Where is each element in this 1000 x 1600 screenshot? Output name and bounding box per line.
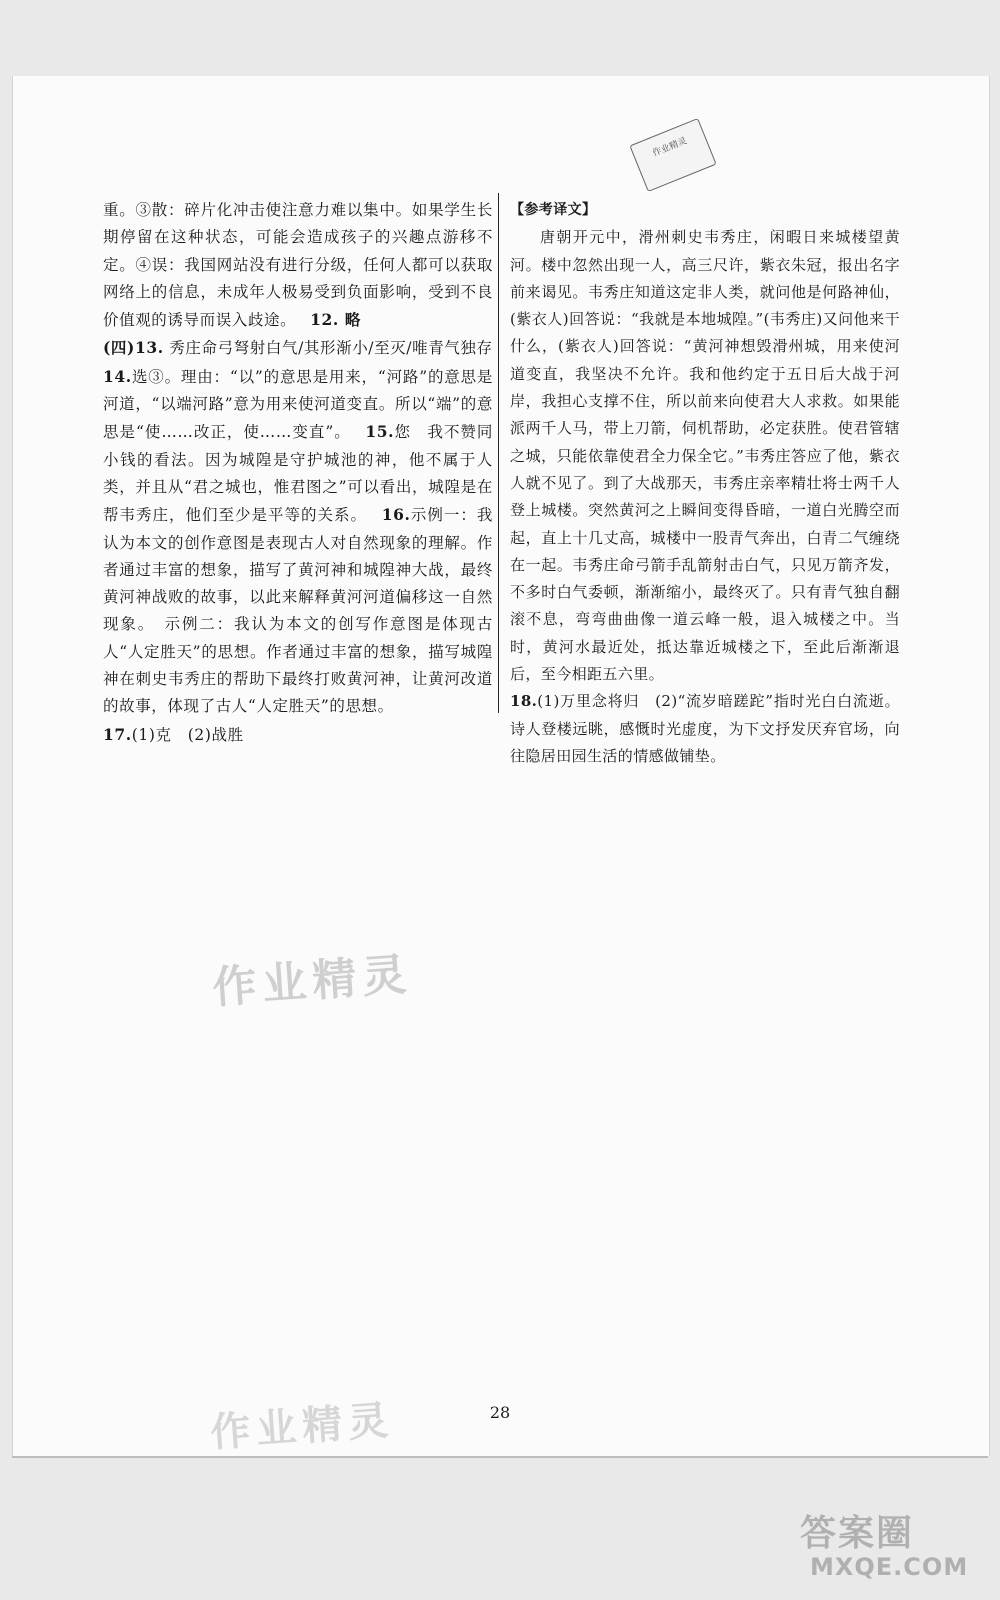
translation-text: 唐朝开元中，滑州刺史韦秀庄，闲暇日来城楼望黄河。楼中忽然出现一人，高三尺许，紫衣朱冠，报出名字前来谒见。韦秀庄知道这定非人类，就问他是何路神仙，(紫衣人)回答说：“我就是本地城隍。”(韦秀庄)又问他来干什么，(紫衣人)回答说：“黄河神想毁滑州城，用来使河道变直，我坚决不允许。我和他约定于五日后大战于河岸，我担心支撑不住，所以前来向使君大人求救。如果能派两千人马，带上刀箭，伺机帮助，必定获胜。使君管辖之城，只能依靠使君全力保全它。”韦秀庄答应了他，紫衣人就不见了。到了大战那天，韦秀庄亲率精壮将士两千人登上城楼。突然黄河之上瞬间变得昏暗，一道白光腾空而起，直上十几丈高，城楼中一股青气奔出，白青二气缠绕在一起。韦秀庄命弓箭手乱箭射击白气，只见万箭齐发，不多时白气委顿，渐渐缩小，最终灭了。只有青气独自翻滚不息，弯弯曲曲像一道云峰一般，退入城楼之中。当时，黄河水最近处，抵达靠近城楼之下，至此后渐渐退后，至今相距五六里。 — [510, 228, 900, 684]
column-divider — [498, 193, 499, 713]
site-logo — [800, 1505, 990, 1585]
left-column — [103, 197, 493, 749]
answer-14-16: 14.选③。理由：“以”的意思是用来，“河路”的意思是河道，“以端河路”意为用来使河道变直。所以“端”的意思是“使……改正，使……变直”。 15.您 我不赞同小钱的看法。因为城隍是守护城池的神，他不属于人类，并且从“君之城也，惟君图之”可以看出，城隍是在帮韦秀庄，他们至少是平等的关系。 16.示例一：我认为本文的创作意图是表现古人对自然现象的理解。作者通过丰富的想象，描写了黄河神和城隍神大战，最终黄河神战败的故事，以此来解释黄河河道偏移这一自然现象。 示例二：我认为本文的创写作意图是体现古人“人定胜天”的思想。作者通过丰富的想象，描写城隍神在刺史韦秀庄的帮助下最终打败黄河神，让黄河改道的故事，体现了古人“人定胜天”的思想。 — [103, 366, 493, 716]
answer-paragraph-1: 重。③散：碎片化冲击使注意力难以集中。如果学生长期停留在这种状态，可能会造成孩子的兴趣点游移不定。④误：我国网站没有进行分级，任何人都可以获取网络上的信息，未成年人极易受到负面影响，受到不良价值观的诱导而误入歧途。 12. 略 — [103, 201, 493, 330]
answer-17: 17.(1)克 (2)战胜 — [103, 724, 244, 744]
site-logo-title: 答案圈 — [800, 1513, 915, 1554]
translation-title: 【参考译文】 — [510, 202, 597, 218]
watermark-logo: 作业精灵 — [210, 949, 414, 1014]
watermark-logo-bottom: 作业精灵 — [208, 1397, 396, 1457]
site-logo-url: MXQE.COM — [810, 1553, 969, 1581]
page-bottom-edge — [12, 1456, 988, 1458]
answer-13: (四)13. 秀庄命弓弩射白气/其形渐小/至灭/唯青气独存 — [103, 338, 493, 358]
right-column — [510, 197, 900, 770]
answer-18: 18.(1)万里念将归 (2)“流岁暗蹉跎”指时光白白流逝。诗人登楼远眺，感慨时光虚度，为下文抒发厌弃官场，向往隐居田园生活的情感做铺垫。 — [510, 692, 900, 765]
stamp-text: 作业精灵 — [651, 136, 689, 159]
page-number: 28 — [489, 1403, 511, 1422]
answer-12: 12. 略 — [310, 310, 361, 330]
